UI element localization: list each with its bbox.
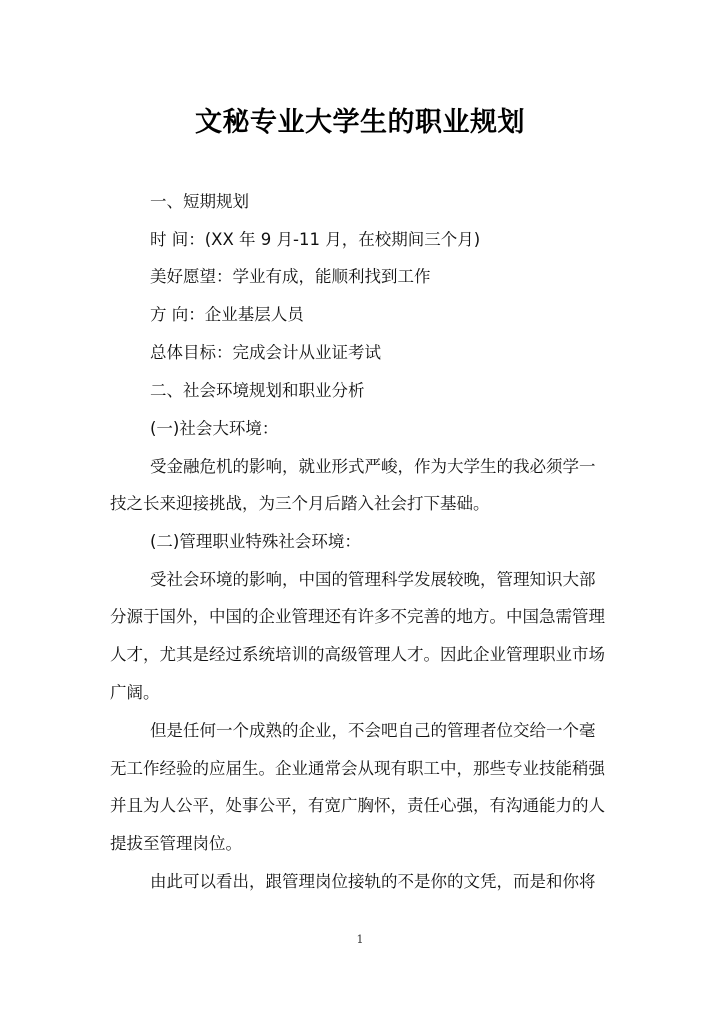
paragraph-line: 受社会环境的影响，中国的管理科学发展较晚，管理知识大部 — [150, 570, 596, 589]
paragraph-line: 并且为人公平，处事公平，有宽广胸怀，责任心强，有沟通能力的人 — [110, 796, 605, 815]
subheading-management-environment: (二)管理职业特殊社会环境： — [150, 532, 361, 551]
paragraph-line: 广阔。 — [110, 683, 160, 702]
paragraph-line: 但是任何一个成熟的企业，不会吧自己的管理者位交给一个毫 — [150, 721, 596, 740]
section-heading-environment: 二、社会环境规划和职业分析 — [150, 381, 365, 400]
goal-line: 总体目标：完成会计从业证考试 — [150, 343, 381, 362]
section-heading-short-term: 一、短期规划 — [150, 192, 249, 211]
paragraph-line: 人才，尤其是经过系统培训的高级管理人才。因此企业管理职业市场 — [110, 645, 605, 664]
wish-line: 美好愿望：学业有成，能顺利找到工作 — [150, 267, 431, 286]
time-line: 时 间：(XX 年 9 月-11 月，在校期间三个月) — [150, 230, 481, 249]
paragraph-line: 提拔至管理岗位。 — [110, 834, 242, 853]
paragraph-line: 受金融危机的影响，就业形式严峻，作为大学生的我必须学一 — [150, 457, 596, 476]
paragraph-line: 由此可以看出，跟管理岗位接轨的不是你的文凭，而是和你将 — [150, 872, 596, 891]
subheading-social-environment: (一)社会大环境： — [150, 419, 279, 438]
paragraph-line: 技之长来迎接挑战，为三个月后踏入社会打下基础。 — [110, 494, 490, 513]
page-number: 1 — [356, 933, 364, 946]
direction-line: 方 向：企业基层人员 — [150, 305, 304, 324]
paragraph-line: 分源于国外，中国的企业管理还有许多不完善的地方。中国急需管理 — [110, 607, 605, 626]
paragraph-line: 无工作经验的应届生。企业通常会从现有职工中，那些专业技能稍强 — [110, 759, 605, 778]
document-title: 文秘专业大学生的职业规划 — [195, 107, 525, 138]
